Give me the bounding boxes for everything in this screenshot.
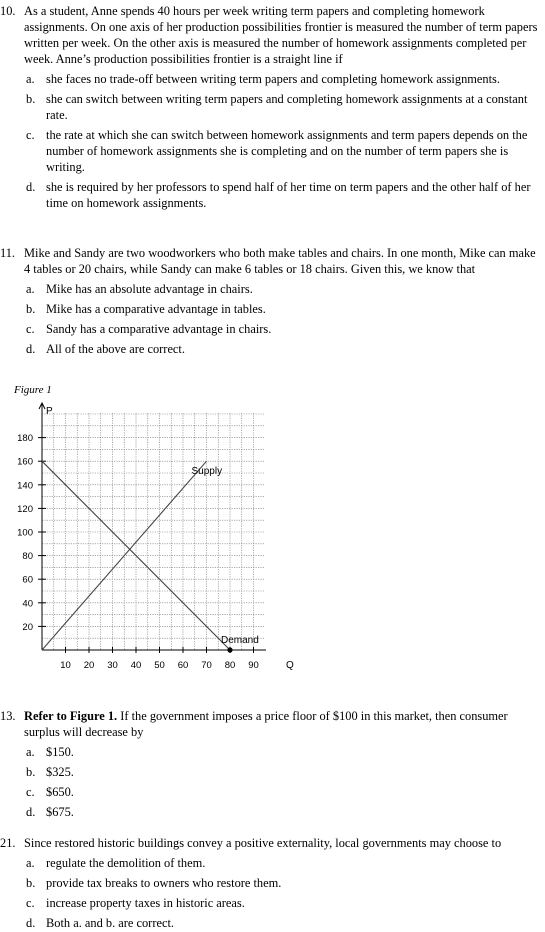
question-stem [0, 245, 541, 277]
question-21 [0, 835, 541, 931]
x-tick-label: 40 [130, 660, 142, 671]
option-text: Sandy has a comparative advantage in chairs. [46, 322, 272, 336]
option-text: she can switch between writing term papers and completing homework assignments at a constant rate. [46, 92, 528, 122]
option-c [0, 127, 541, 175]
y-tick-label: 120 [17, 503, 33, 515]
question-number: 11. [0, 246, 16, 260]
y-tick-label: 80 [22, 551, 33, 563]
option-text: All of the above are correct. [46, 342, 185, 356]
question-stem [0, 708, 541, 740]
y-tick-label: 140 [17, 480, 33, 492]
option-text: she is required by her professors to spend half of her time on term papers and the other half of her time on homework assignments. [46, 180, 531, 210]
option-a [0, 71, 541, 87]
option-letter: d. [26, 180, 36, 194]
x-tick-label: 90 [248, 660, 259, 671]
option-a [0, 855, 541, 871]
question-10 [0, 3, 541, 211]
y-tick-label: 180 [17, 433, 33, 445]
demand-intercept-point [227, 647, 232, 652]
option-a [0, 281, 541, 297]
figure-reference: Refer to Figure 1. [24, 709, 118, 723]
y-tick-label: 40 [22, 598, 33, 610]
option-letter: c. [26, 128, 35, 142]
option-letter: c. [26, 322, 35, 336]
supply-label: Supply [191, 466, 223, 478]
x-tick-label: 30 [107, 660, 118, 671]
x-tick-label: 10 [60, 660, 71, 671]
option-text: $325. [46, 765, 74, 779]
option-text: $650. [46, 785, 74, 799]
option-letter: a. [26, 856, 35, 870]
option-d [0, 341, 541, 357]
option-letter: a. [26, 282, 35, 296]
supply-demand-chart [0, 400, 300, 675]
question-number: 10. [0, 4, 16, 18]
option-letter: b. [26, 92, 36, 106]
option-d [0, 804, 541, 820]
x-tick-label: 70 [201, 660, 212, 671]
option-b [0, 301, 541, 317]
question-11 [0, 245, 541, 357]
option-text: $675. [46, 805, 74, 819]
option-text: she faces no trade-off between writing term papers and completing homework assignments. [46, 72, 500, 86]
figure-label: Figure 1 [14, 384, 52, 396]
option-c [0, 784, 541, 800]
option-text: Mike has an absolute advantage in chairs. [46, 282, 253, 296]
y-axis-label: P [46, 406, 53, 417]
option-text: $150. [46, 745, 74, 759]
option-letter: a. [26, 72, 35, 86]
option-letter: a. [26, 745, 35, 759]
option-d [0, 179, 541, 211]
option-text: the rate at which she can switch between homework assignments and term papers depends on the number of homework assignments she is completing and on the number of term papers she is writing. [46, 128, 528, 174]
option-text: provide tax breaks to owners who restore them. [46, 876, 282, 890]
y-tick-label: 20 [22, 621, 33, 633]
option-b [0, 91, 541, 123]
x-tick-label: 20 [83, 660, 95, 671]
question-text: As a student, Anne spends 40 hours per week writing term papers and completing homework assignments. On one axis of her production possibilities frontier is measured the number of term papers written per week. On the other axis is measured the number of homework assignments completed per week. Anne’s production possibilities frontier is a straight line if [24, 4, 538, 66]
option-letter: d. [26, 342, 36, 356]
question-text: Mike and Sandy are two woodworkers who both make tables and chairs. In one month, Mike can make 4 tables or 20 chairs, while Sandy can make 6 tables or 18 chairs. Given this, we know that [24, 246, 536, 276]
option-letter: d. [26, 916, 36, 930]
option-letter: b. [26, 302, 36, 316]
y-tick-label: 100 [17, 527, 33, 539]
x-tick-label: 60 [177, 660, 189, 671]
question-stem [0, 3, 541, 67]
y-tick-label: 160 [17, 456, 33, 468]
option-b [0, 764, 541, 780]
option-b [0, 875, 541, 891]
option-text: Both a. and b. are correct. [46, 916, 174, 930]
option-text: increase property taxes in historic areas. [46, 896, 245, 910]
option-letter: c. [26, 896, 35, 910]
option-text: Mike has a comparative advantage in tables. [46, 302, 266, 316]
option-letter: b. [26, 876, 36, 890]
question-text: Since restored historic buildings convey a positive externality, local governments may choose to [24, 836, 502, 850]
y-tick-label: 60 [22, 574, 33, 586]
option-a [0, 744, 541, 760]
option-c [0, 321, 541, 337]
x-tick-label: 50 [154, 660, 165, 671]
question-stem [0, 835, 541, 851]
question-number: 21. [0, 836, 16, 850]
x-axis-label: Q [286, 660, 294, 671]
option-text: regulate the demolition of them. [46, 856, 206, 870]
x-tick-label: 80 [224, 660, 236, 671]
demand-curve [42, 461, 230, 650]
option-d [0, 915, 541, 931]
option-letter: b. [26, 765, 36, 779]
question-text: If the government imposes a price floor of $100 in this market, then consumer surplus will decrease by [24, 709, 508, 739]
question-number: 13. [0, 709, 16, 723]
question-13 [0, 708, 541, 820]
option-letter: d. [26, 805, 36, 819]
demand-label: Demand [221, 635, 259, 646]
option-letter: c. [26, 785, 35, 799]
option-c [0, 895, 541, 911]
